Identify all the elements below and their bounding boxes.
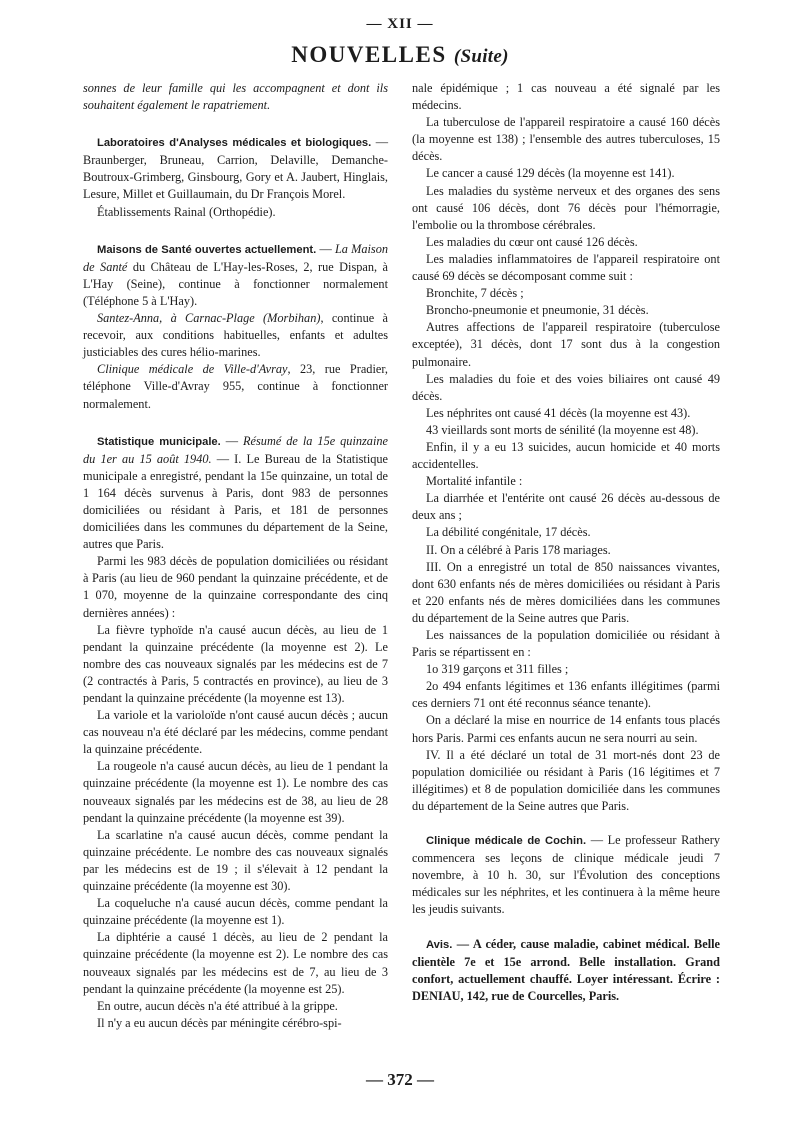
stat-cont-paragraph: Bronchite, 7 décès ; — [426, 286, 524, 301]
stat-paragraph: La variole et la varioloïde n'ont causé aucun décès ; aucun cas nouveau n'a été déclaré par les médecins, comme pendant la quinzaine précédente. — [83, 708, 388, 757]
labs-body: — Braunberger, Bruneau, Carrion, Delaville, Demanche-Boutroux-Grimberg, Ginsbourg, Gory et A. Jaubert, Hinglais, Lesure, Millet et Guillaumain, du Dr François Morel. — [83, 135, 388, 202]
maisons-heading: Maisons de Santé ouvertes actuellement. — [97, 243, 317, 256]
maisons-dash: — — [316, 241, 335, 256]
page-title — [0, 42, 800, 68]
stat-paragraph: La diphtérie a causé 1 décès, au lieu de 2 pendant la quinzaine précédente (la moyenne est 2). Le nombre des cas nouveaux signalés par les médecins est de 7, au lieu de 3 pendant la quinzaine précédente (la moyenne est 25). — [83, 930, 388, 996]
stat-paragraph: La rougeole n'a causé aucun décès, au lieu de 1 pendant la quinzaine précédente (la moyenne est 1). Le nombre des cas nouveaux signalés par les médecins est de 38, au lieu de 28 pendant la quinzaine précédente (la moyenne est 39). — [83, 759, 388, 825]
maisons-p3-italic: Clinique médicale de Ville-d'Avray — [97, 362, 288, 377]
labs-heading: Laboratoires d'Analyses médicales et biologiques. — [97, 137, 372, 150]
stat-dash: — — [220, 433, 244, 448]
stat-cont-paragraph: Les maladies du foie et des voies biliaires ont causé 49 décès. — [412, 371, 720, 403]
stat-cont-paragraph: La diarrhée et l'entérite ont causé 26 décès au-dessous de deux ans ; — [412, 491, 720, 523]
stat-cont-paragraph: Mortalité infantile : — [426, 474, 523, 489]
stat-cont-paragraph: La débilité congénitale, 17 décès. — [426, 525, 591, 540]
stat-cont-paragraph: On a déclaré la mise en nourrice de 14 enfants tous placés hors Paris. Parmi ces enfants aucun ne sera nourri au sein. — [412, 713, 720, 745]
stat-cont-paragraph: III. On a enregistré un total de 850 naissances vivantes, dont 630 enfants nés de mères domiciliées ou résidant à Paris et 220 enfants nés de mères domiciliées dans les communes du département de la Seine autres que Paris. — [412, 559, 720, 625]
stat-heading: Statistique municipale. — [97, 435, 221, 448]
stat-cont-paragraph: IV. Il a été déclaré un total de 31 mort-nés dont 23 de population domiciliée ou résidant à Paris (16 légitimes et 7 illégitimes) et 8 de population domiciliée dans les communes du département de la Seine autres que Paris. — [412, 747, 720, 813]
stat-cont-paragraph: La tuberculose de l'appareil respiratoire a causé 160 décès (la moyenne est 138) ; l'ensemble des autres tuberculoses, 15 décès. — [412, 115, 720, 164]
stat-cont-paragraph: nale épidémique ; 1 cas nouveau a été signalé par les médecins. — [412, 81, 720, 113]
title-suffix: (Suite) — [453, 46, 509, 67]
stat-cont-paragraph: Broncho-pneumonie et pneumonie, 31 décès. — [426, 303, 649, 318]
avis-paragraph — [412, 936, 720, 1005]
stat-italic: Résumé de la 15e quinzaine du 1er au 15 août 1940. — [83, 433, 388, 466]
stat-cont-paragraph: 2o 494 enfants légitimes et 136 enfants illégitimes (parmi ces derniers 71 ont été reconnus séance tenante). — [412, 679, 720, 711]
right-column — [412, 80, 720, 1005]
stat-cont-paragraph: Le cancer a causé 129 décès (la moyenne est 141). — [426, 166, 675, 181]
stat-cont-paragraph: Les naissances de la population domiciliée ou résidant à Paris se répartissent en : — [412, 628, 720, 660]
page-number: — 372 — — [366, 1070, 434, 1089]
stat-intro-paragraph — [83, 433, 388, 554]
cochin-paragraph — [412, 832, 720, 918]
stat-paragraph: La scarlatine n'a causé aucun décès, comme pendant la quinzaine précédente. Le nombre des cas nouveaux signalés par les médecins est de 19 ; il s'élevait à 12 pendant la quinzaine précédente (la moyenne est 30). — [83, 827, 388, 894]
stat-cont-paragraph: Les maladies du système nerveux et des organes des sens ont causé 106 décès, dont 76 décès pour l'hémorragie, l'embolie ou la thrombose cérébrales. — [412, 183, 720, 232]
title-main: NOUVELLES — [291, 42, 447, 67]
stat-cont-paragraph: Les maladies inflammatoires de l'appareil respiratoire ont causé 69 décès se décomposant comme suit : — [412, 251, 720, 284]
avis-heading: Avis. — [426, 938, 453, 951]
stat-paragraph: Parmi les 983 décès de population domiciliées ou résidant à Paris (au lieu de 960 pendant la quinzaine précédente, et de 1 070, moyenne de la quinzaine correspondante des cinq dernières années) : — [83, 554, 388, 620]
stat-cont-paragraph: II. On a célébré à Paris 178 mariages. — [426, 542, 611, 557]
maisons-p1-rest: du Château de L'Hay-les-Roses, 2, rue Dispan, à L'Hay (Seine), continue à fonctionner normalement (Téléphone 5 à L'Hay). — [83, 259, 388, 308]
stat-cont-paragraph: Les néphrites ont causé 41 décès (la moyenne est 43). — [426, 405, 691, 420]
avis-body: — A céder, cause maladie, cabinet médical. Belle clientèle 7e et 15e arrond. Belle installation. Grand confort, actuellement chauffé. Loyer intéressant. Écrire : DENIAU, 142, rue de Courcelles, Paris. — [412, 936, 720, 1003]
maisons-paragraph-3 — [83, 361, 388, 412]
left-column — [83, 80, 388, 1032]
stat-cont-paragraph: 43 vieillards sont morts de sénilité (la moyenne est 48). — [426, 422, 699, 437]
stat-paragraph: En outre, aucun décès n'a été attribué à la grippe. — [97, 998, 338, 1013]
labs-paragraph — [83, 134, 388, 203]
maisons-p3-rest: , 23, rue Pradier, téléphone Ville-d'Avray 955, continue à fonctionner normalement. — [83, 362, 388, 411]
maisons-p2-italic: Santez-Anna, à Carnac-Plage (Morbihan) — [97, 311, 321, 326]
cochin-body: — Le professeur Rathery commencera ses leçons de clinique médicale jeudi 7 novembre, à 10 h. 30, sur l'Évolution des conceptions médicales sur les néphrites, et les continuera à la même heure les jeudis suivants. — [412, 833, 720, 917]
maisons-paragraph-1 — [83, 241, 388, 310]
stat-paragraph: La coqueluche n'a causé aucun décès, comme pendant la quinzaine précédente (la moyenne est 1). — [83, 896, 388, 928]
stat-cont-paragraph: 1o 319 garçons et 311 filles ; — [426, 662, 569, 677]
maisons-paragraph-2 — [83, 310, 388, 361]
stat-rest: — I. Le Bureau de la Statistique municipale a enregistré, pendant la 15e quinzaine, un total de 1 164 décès survenus à Paris, dont 983 de personnes domiciliées ou résidant à Paris, et 181 de personnes domiciliées dans les communes du département de la Seine, autres que Paris. — [83, 451, 388, 552]
stat-paragraph: La fièvre typhoïde n'a causé aucun décès, au lieu de 1 pendant la quinzaine précédente (la moyenne est 2). Le nombre des cas nouveaux signalés par les médecins est de 7 (2 contractés à Paris, 5 contractés en province), au lieu de 3 pendant la quinzaine précédente (la moyenne est 13). — [83, 622, 388, 705]
labs-extra: Établissements Rainal (Orthopédie). — [97, 204, 276, 219]
stat-cont-paragraph: Autres affections de l'appareil respiratoire (tuberculose exceptée), 31 décès, dont 17 sont dus à la congestion pulmonaire. — [412, 320, 720, 369]
stat-cont-paragraph: Enfin, il y a eu 13 suicides, aucun homicide et 40 morts accidentelles. — [412, 439, 720, 472]
maisons-p2-rest: , continue à recevoir, aux conditions habituelles, enfants et adultes justiciables des cures hélio-marines. — [83, 311, 388, 360]
intro-paragraph: sonnes de leur famille qui les accompagnent et dont ils souhaitent également le rapatriement. — [83, 81, 388, 113]
maisons-p1-italic: La Maison de Santé — [83, 241, 388, 274]
stat-paragraph: Il n'y a eu aucun décès par méningite cérébro-spi- — [97, 1015, 342, 1030]
cochin-heading: Clinique médicale de Cochin. — [426, 835, 587, 848]
page-number-roman: — XII — — [366, 16, 434, 32]
stat-cont-paragraph: Les maladies du cœur ont causé 126 décès. — [426, 234, 638, 249]
